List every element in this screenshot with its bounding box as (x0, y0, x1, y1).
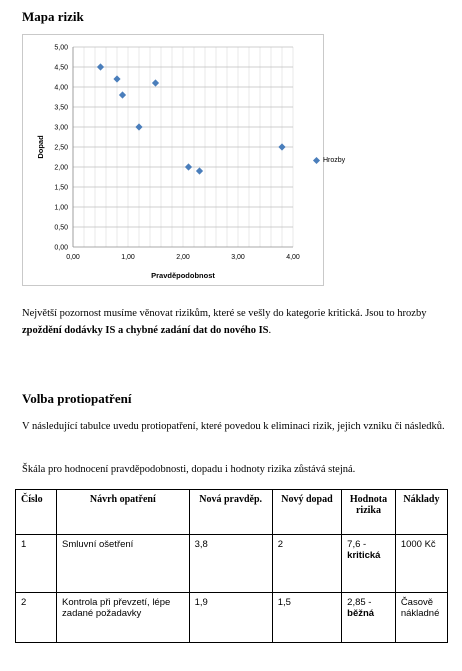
risk-value: 2,85 - (347, 597, 372, 608)
x-tick-label: 4,00 (286, 254, 300, 261)
table-row (16, 535, 448, 593)
data-point (97, 63, 104, 70)
countermeasures-table (15, 489, 448, 643)
x-axis-label: Pravděpodobnost (151, 271, 215, 280)
data-point (119, 91, 126, 98)
y-tick-label: 0,50 (54, 224, 68, 232)
y-tick-label: 4,00 (54, 84, 68, 92)
cell-risk-value (342, 535, 396, 593)
risk-map-chart (22, 34, 324, 286)
legend-marker-icon (313, 157, 320, 164)
chart-legend (314, 157, 374, 164)
cell-measure: Smluvní ošetření (57, 535, 190, 593)
y-tick-label: 5,00 (54, 44, 68, 52)
cell-cost: Časově nákladné (395, 593, 447, 643)
paragraph-scale: Škála pro hodnocení pravděpodobnosti, dopadu i hodnoty rizika zůstává stejná. (22, 464, 356, 475)
cell-number: 1 (16, 535, 57, 593)
section-heading-risk-map: Mapa rizik (22, 9, 84, 24)
header-number: Číslo (16, 490, 57, 535)
cell-risk-value (342, 593, 396, 643)
header-new-impact: Nový dopad (272, 490, 341, 535)
header-costs: Náklady (395, 490, 447, 535)
y-axis-label: Dopad (36, 135, 45, 159)
x-tick-label: 2,00 (176, 254, 190, 261)
cell-cost: 1000 Kč (395, 535, 447, 593)
cell-impact: 1,5 (272, 593, 341, 643)
y-tick-label: 0,00 (54, 244, 68, 252)
y-tick-label: 3,50 (54, 104, 68, 112)
y-tick-label: 1,00 (54, 204, 68, 212)
cell-impact: 2 (272, 535, 341, 593)
y-tick-label: 1,50 (54, 184, 68, 192)
data-point (113, 75, 120, 82)
data-point (196, 167, 203, 174)
paragraph-intro: V následující tabulce uvedu protiopatření, které povedou k eliminaci rizik, jejich vzniku či následků. (22, 421, 445, 432)
legend-label: Hrozby (323, 157, 346, 164)
paragraph-text: Největší pozornost musíme věnovat rizikům, které se vešly do kategorie kritická. Jsou to hrozby (22, 308, 427, 319)
y-tick-label: 3,00 (54, 124, 68, 132)
cell-probability: 1,9 (189, 593, 272, 643)
risk-value: 7,6 - (347, 539, 367, 550)
x-tick-label: 0,00 (66, 254, 80, 261)
section-heading-countermeasures: Volba protiopatření (22, 391, 132, 406)
risk-category: běžná (347, 608, 375, 619)
x-tick-label: 3,00 (231, 254, 245, 261)
data-point (135, 123, 142, 130)
cell-measure: Kontrola při převzetí, lépe zadané požadavky (57, 593, 190, 643)
paragraph-critical-risks (22, 305, 446, 339)
cell-probability: 3,8 (189, 535, 272, 593)
data-point (152, 79, 159, 86)
paragraph-bold-text: zpoždění dodávky IS a chybné zadání dat do nového IS (22, 325, 269, 336)
data-point (278, 143, 285, 150)
header-new-probability: Nová pravděp. (189, 490, 272, 535)
cell-number: 2 (16, 593, 57, 643)
data-point (185, 163, 192, 170)
x-tick-label: 1,00 (121, 254, 135, 261)
table-row (16, 593, 448, 643)
risk-category: kritická (347, 550, 381, 561)
y-tick-label: 2,00 (54, 164, 68, 172)
header-measure: Návrh opatření (57, 490, 190, 535)
y-tick-label: 4,50 (54, 64, 68, 72)
scatter-plot (23, 35, 323, 285)
paragraph-end: . (268, 325, 272, 336)
table-header-row (16, 490, 448, 535)
y-tick-label: 2,50 (54, 144, 68, 152)
header-risk-value: Hodnota rizika (342, 490, 396, 535)
